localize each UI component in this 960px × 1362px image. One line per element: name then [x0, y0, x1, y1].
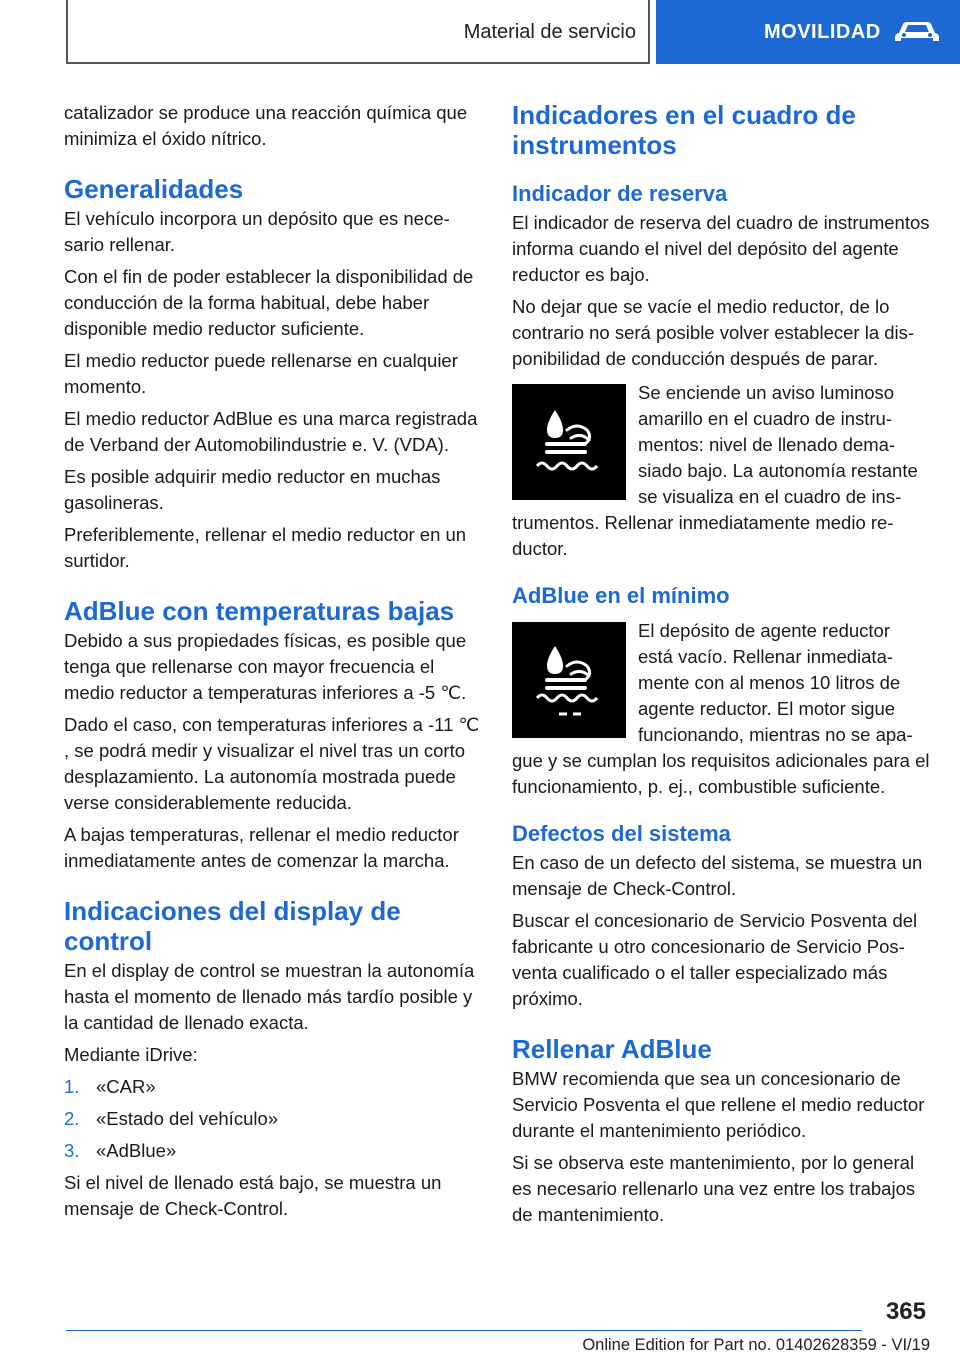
header-tab-movilidad	[656, 0, 960, 64]
minimum-warning-block	[512, 618, 930, 800]
footer-rule	[66, 1330, 862, 1331]
paragraph: Preferiblemente, rellenar el medio reductor en un surtidor.	[64, 524, 467, 571]
idrive-steps	[64, 1074, 482, 1164]
adblue-empty-icon	[512, 622, 626, 738]
paragraph: Con el fin de poder establecer la disponibilidad de conducción de la forma habitual, debe haber disponible medio reductor suficiente.	[64, 266, 474, 339]
header-section-label: Material de servicio	[463, 20, 636, 43]
step-number: 3.	[64, 1140, 80, 1161]
paragraph: Dado el caso, con temperaturas inferiores a -11 ℃ , se podrá medir y visualizar el nivel tras un corto desplazamiento. La autonomía mostrada puede verse considerablemente reducida.	[64, 714, 480, 813]
list-item	[64, 1074, 482, 1100]
heading-adblue-minimo: AdBlue en el mínimo	[512, 583, 730, 608]
paragraph: Si se observa este mantenimiento, por lo general es necesario rellenarlo una vez entre los trabajos de mantenimiento.	[512, 1152, 916, 1225]
heading-display-control: Indicaciones del display de control	[64, 896, 401, 956]
paragraph: Debido a sus propiedades físicas, es posible que tenga que rellenarse con mayor frecuencia el medio reductor a temperaturas inferiores a -5 ℃.	[64, 630, 467, 703]
paragraph: El medio reductor AdBlue es una marca registrada de Verband der Automobilindustrie e. V. (VDA).	[64, 408, 478, 455]
paragraph: A bajas temperaturas, rellenar el medio reductor inmediatamente antes de comenzar la marcha.	[64, 824, 459, 871]
heading-defectos-sistema: Defectos del sistema	[512, 821, 731, 846]
minimum-warning-text: El depósito de agente reductor está vacío. Rellenar inmediatamente con al menos 10 litros de agente reductor. El motor sigue funcionando, mientras no se apague y se cumplan los requisitos adicionales para el funcionamiento, p. ej., combustible suficiente.	[512, 620, 930, 797]
reserve-warning-text: Se enciende un aviso luminoso amarillo en el cuadro de instrumentos: nivel de llenado demasiado bajo. La autonomía restante se visualiza en el cuadro de instrumentos. Rellenar inmediatamente medio reductor.	[512, 382, 918, 559]
heading-generalidades: Generalidades	[64, 174, 244, 204]
car-icon	[893, 19, 941, 45]
reserve-warning-block	[512, 380, 930, 562]
step-number: 1.	[64, 1076, 80, 1097]
footer-edition: Online Edition for Part no. 01402628359 - VI/19	[582, 1336, 930, 1354]
step-number: 2.	[64, 1108, 80, 1129]
heading-rellenar-adblue: Rellenar AdBlue	[512, 1034, 712, 1064]
list-item	[64, 1106, 482, 1132]
paragraph: Si el nivel de llenado está bajo, se muestra un mensaje de Check-Control.	[64, 1172, 442, 1219]
step-text: «AdBlue»	[96, 1140, 177, 1161]
page-number: 365	[885, 1298, 926, 1325]
header-divider-mid	[648, 0, 650, 64]
paragraph: En caso de un defecto del sistema, se muestra un mensaje de Check-Control.	[512, 852, 923, 899]
left-column	[64, 100, 482, 1228]
heading-bajas-temperaturas: AdBlue con temperaturas bajas	[64, 596, 455, 626]
heading-indicadores: Indicadores en el cuadro de instrumentos	[512, 100, 856, 160]
intro-paragraph: catalizador se produce una reacción química que minimiza el óxido nítrico.	[64, 102, 468, 149]
header-tab-label: MOVILIDAD	[764, 20, 881, 43]
heading-indicador-reserva: Indicador de reserva	[512, 181, 728, 206]
paragraph: Buscar el concesionario de Servicio Posventa del fabricante u otro concesionario de Servicio Posventa cualificado o el taller especializado más próximo.	[512, 910, 918, 1009]
paragraph: El indicador de reserva del cuadro de instrumentos informa cuando el nivel del depósito del agente reductor es bajo.	[512, 212, 930, 285]
paragraph: En el display de control se muestran la autonomía hasta el momento de llenado más tardío posible y la cantidad de llenado exacta.	[64, 960, 475, 1033]
paragraph: Mediante iDrive:	[64, 1044, 198, 1065]
paragraph: El medio reductor puede rellenarse en cualquier momento.	[64, 350, 458, 397]
paragraph: Es posible adquirir medio reductor en muchas gasolineras.	[64, 466, 441, 513]
right-column	[512, 100, 930, 1234]
list-item	[64, 1138, 482, 1164]
adblue-reserve-icon	[512, 384, 626, 500]
step-text: «CAR»	[96, 1076, 156, 1097]
paragraph: El vehículo incorpora un depósito que es necesario rellenar.	[64, 208, 450, 255]
paragraph: BMW recomienda que sea un concesionario de Servicio Posventa el que rellene el medio reductor durante el mantenimiento periódico.	[512, 1068, 925, 1141]
header-divider-left	[66, 0, 68, 64]
step-text: «Estado del vehículo»	[96, 1108, 279, 1129]
paragraph: No dejar que se vacíe el medio reductor, de lo contrario no será posible volver establecer la disponibilidad de conducción después de parar.	[512, 296, 915, 369]
